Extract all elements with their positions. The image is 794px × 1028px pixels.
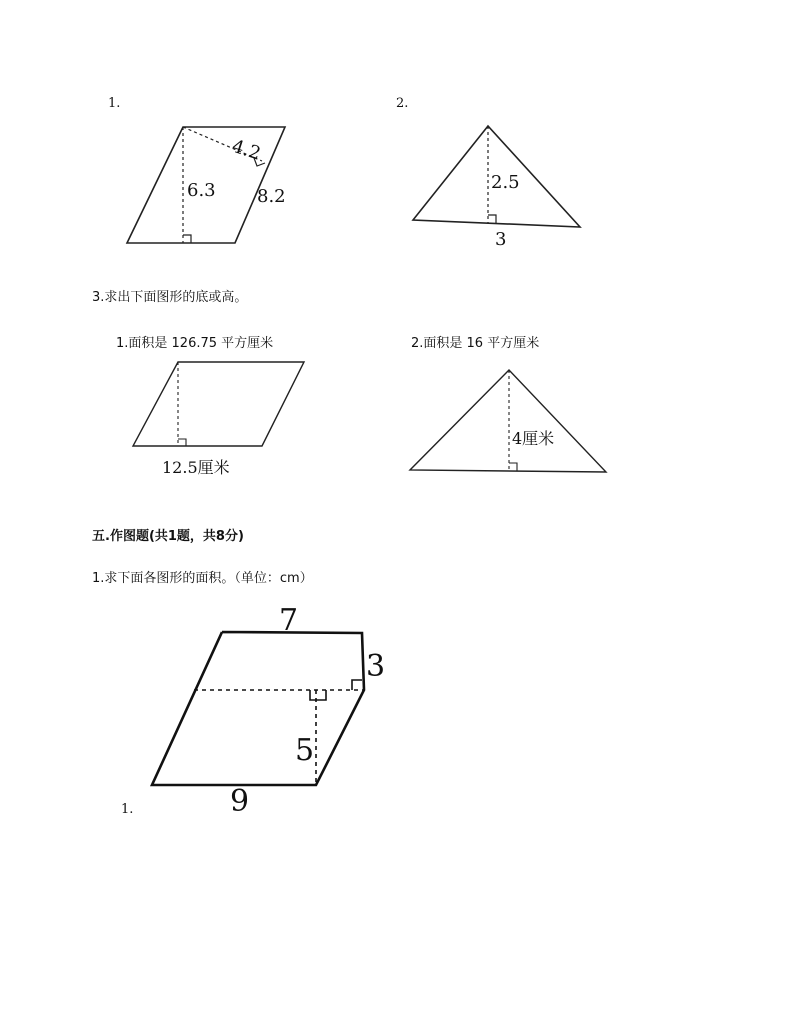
- section-5-heading: 五.作图题(共1题，共8分): [92, 529, 244, 544]
- question-3-title: 3.求出下面图形的底或高。: [92, 290, 248, 305]
- label-height: 4厘米: [512, 429, 555, 448]
- right-angle-mark-top: [352, 680, 362, 690]
- label-3: 3: [495, 229, 507, 250]
- question-5-1-title: 1.求下面各图形的面积。（单位：cm）: [92, 571, 313, 586]
- figure-5-number: 1.: [121, 802, 134, 817]
- label-3: 3: [366, 649, 386, 684]
- figure-1-number: 1.: [108, 96, 121, 111]
- figure-3-caption: 1.面积是 126.75 平方厘米: [116, 336, 274, 351]
- label-9: 9: [230, 784, 250, 819]
- composite-outline: [152, 632, 364, 785]
- label-6-3: 6.3: [187, 180, 216, 201]
- label-4-2: 4.2: [229, 135, 264, 165]
- label-2-5: 2.5: [491, 172, 520, 193]
- label-8-2: 8.2: [257, 186, 286, 207]
- label-5: 5: [295, 733, 315, 768]
- label-7: 7: [279, 603, 299, 638]
- label-base: 12.5厘米: [162, 458, 230, 477]
- figure-2-number: 2.: [396, 96, 409, 111]
- right-angle-mark-bottom: [310, 690, 326, 700]
- figure-4-caption: 2.面积是 16 平方厘米: [411, 336, 540, 351]
